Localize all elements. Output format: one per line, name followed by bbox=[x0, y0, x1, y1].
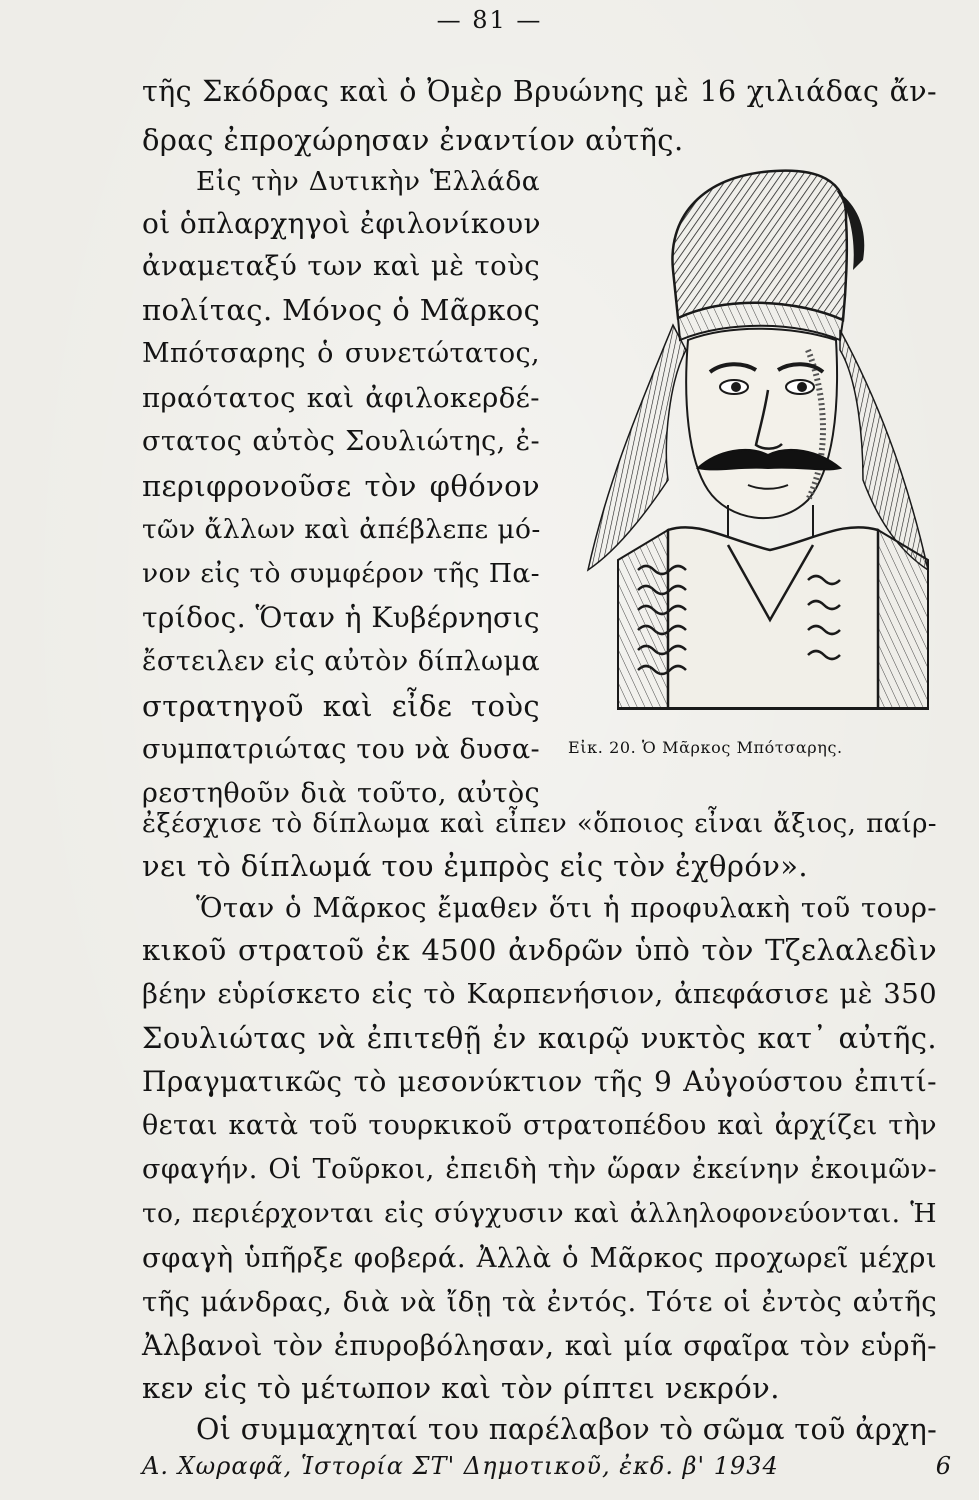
signature-number: 6 bbox=[935, 1452, 952, 1480]
text-line: ρεστηθοῦν διὰ τοῦτο, αὐτὸς bbox=[142, 778, 540, 809]
text-line: Πραγματικῶς τὸ μεσονύκτιον τῆς 9 Αὐγούστου ἐπιτί- bbox=[142, 1065, 937, 1098]
text-line: Οἱ συμμαχηταί του παρέλαβον τὸ σῶμα τοῦ ἀρχη- bbox=[196, 1413, 938, 1446]
text-line: κικοῦ στρατοῦ ἐκ 4500 ἀνδρῶν ὑπὸ τὸν Τζελαλεδὶν bbox=[142, 933, 937, 967]
text-line: οἱ ὁπλαρχηγοὶ ἐφιλονίκουν bbox=[142, 207, 541, 240]
text-line: τῆς Σκόδρας καὶ ὁ Ὀμὲρ Βρυώνης μὲ 16 χιλιάδας ἄν- bbox=[142, 75, 937, 108]
text-line: δρας ἐπροχώρησαν ἐναντίον αὐτῆς. bbox=[142, 123, 684, 157]
text-line: τρίδος. Ὅταν ἡ Κυβέρνησις bbox=[142, 601, 540, 634]
page-number: — 81 — bbox=[436, 6, 543, 34]
text-line: πραότατος καὶ ἀφιλοκερδέ- bbox=[142, 382, 540, 414]
text-line: τῆς μάνδρας, διὰ νὰ ἴδῃ τὰ ἐντός. Τότε οἱ ἐντὸς αὐτῆς bbox=[142, 1286, 937, 1318]
text-line: συμπατριώτας του νὰ δυσα- bbox=[142, 734, 540, 765]
text-line: τῶν ἄλλων καὶ ἀπέβλεπε μό- bbox=[142, 514, 541, 545]
text-line: το, περιέρχονται εἰς σύγχυσιν καὶ ἀλληλοφονεύονται. Ἡ bbox=[142, 1198, 937, 1229]
text-line: Ὅταν ὁ Μᾶρκος ἔμαθεν ὅτι ἡ προφυλακὴ τοῦ τουρ- bbox=[196, 892, 937, 924]
text-line: νει τὸ δίπλωμά του ἐμπρὸς εἰς τὸν ἐχθρόν». bbox=[142, 849, 809, 883]
text-line: Σουλιώτας νὰ ἐπιτεθῇ ἐν καιρῷ νυκτὸς κατ᾽ αὐτῆς. bbox=[142, 1021, 937, 1055]
text-line: στατος αὐτὸς Σουλιώτης, ἐ- bbox=[142, 426, 540, 457]
text-line: πολίτας. Μόνος ὁ Μᾶρκος bbox=[142, 293, 541, 327]
text-line: Ἀλβανοὶ τὸν ἐπυροβόλησαν, καὶ μία σφαῖρα τὸν εὑρῆ- bbox=[142, 1329, 937, 1362]
text-line: περιφρονοῦσε τὸν φθόνον bbox=[142, 469, 540, 503]
portrait-engraving bbox=[578, 150, 943, 710]
figure-caption: Εἰκ. 20. Ὁ Μᾶρκος Μπότσαρης. bbox=[568, 738, 843, 757]
text-line: στρατηγοῦ καὶ εἶδε τοὺς bbox=[142, 689, 540, 723]
text-line: ἐξέσχισε τὸ δίπλωμα καὶ εἶπεν «ὅποιος εἶναι ἄξιος, παίρ- bbox=[142, 809, 937, 839]
text-line: νον εἰς τὸ συμφέρον τῆς Πα- bbox=[142, 558, 540, 589]
footer-citation: Α. Χωραφᾶ, Ἱστορία ΣΤ' Δημοτικοῦ, ἐκδ. β' 1934 bbox=[142, 1452, 779, 1480]
text-line: Μπότσαρης ὁ συνετώτατος, bbox=[142, 338, 540, 369]
text-line: ἀναμεταξύ των καὶ μὲ τοὺς bbox=[142, 250, 540, 282]
text-line: βέην εὑρίσκετο εἰς τὸ Καρπενήσιον, ἀπεφάσισε μὲ 350 bbox=[142, 978, 937, 1010]
text-line: σφαγήν. Οἱ Τοῦρκοι, ἐπειδὴ τὴν ὥραν ἐκείνην ἐκοιμῶν- bbox=[142, 1154, 937, 1185]
text-line: Εἰς τὴν Δυτικὴν Ἑλλάδα bbox=[196, 166, 540, 197]
text-line: θεται κατὰ τοῦ τουρκικοῦ στρατοπέδου καὶ ἀρχίζει τὴν bbox=[142, 1110, 937, 1141]
text-line: σφαγὴ ὑπῆρξε φοβερά. Ἀλλὰ ὁ Μᾶρκος προχωρεῖ μέχρι bbox=[142, 1242, 937, 1274]
text-line: ἔστειλεν εἰς αὐτὸν δίπλωμα bbox=[142, 646, 540, 677]
text-line: κεν εἰς τὸ μέτωπον καὶ τὸν ρίπτει νεκρόν. bbox=[142, 1371, 780, 1405]
